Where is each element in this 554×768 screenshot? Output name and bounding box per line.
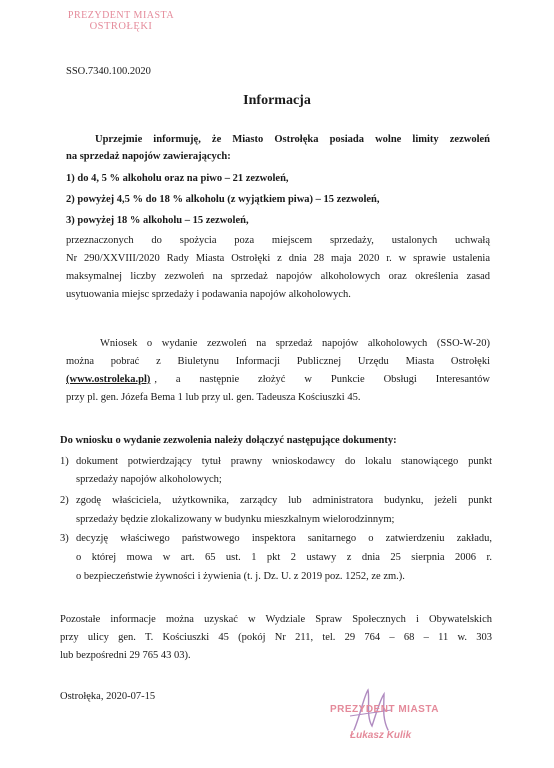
intro-rest-4: usytuowania miejsc sprzedaży i podawania napojów alkoholowych. <box>66 289 351 300</box>
intro-rest-2: Nr 290/XXVIII/2020 Rady Miasta Ostrołęki z dnia 28 maja 2020 r. w sprawie ustalenia <box>66 253 490 264</box>
wniosek-line3 <box>66 371 490 388</box>
document-item-3 <box>60 530 492 586</box>
documents-heading: Do wniosku o wydanie zezwolenia należy dołączyć następujące dokumenty: <box>60 435 397 446</box>
signature-name: Łukasz Kulik <box>350 730 412 741</box>
header-stamp-line1: PREZYDENT MIASTA <box>67 10 175 21</box>
wniosek-line4: przy pl. gen. Józefa Bema 1 lub przy ul. gen. Tadeusza Kościuszki 45. <box>66 392 361 403</box>
intro-line1: Uprzejmie informuję, że Miasto Ostrołęka posiada wolne limity zezwoleń <box>95 134 490 145</box>
contact-line2: przy ulicy gen. T. Kościuszki 45 (pokój Nr 211, tel. 29 764 – 68 – 11 w. 303 <box>60 632 492 643</box>
document-item-line: dokument potwierdzający tytuł prawny wnioskodawcy do lokalu stanowiącego punkt <box>76 456 492 467</box>
signature-stamp: PREZYDENT MIASTA <box>330 704 439 715</box>
document-item-1 <box>60 453 492 488</box>
document-item-number: 2) <box>60 495 69 506</box>
signature-block <box>330 692 470 748</box>
document-item-number: 3) <box>60 533 69 544</box>
intro-item-3: 3) powyżej 18 % alkoholu – 15 zezwoleń, <box>66 215 249 226</box>
document-date: Ostrołęka, 2020-07-15 <box>60 691 156 702</box>
document-item-line: sprzedaży będzie zlokalizowany w budynku mieszkalnym wielorodzinnym; <box>76 514 395 526</box>
header-stamp <box>66 10 176 32</box>
website-link[interactable]: (www.ostroleka.pl) <box>66 374 151 385</box>
document-title: Informacja <box>243 93 311 108</box>
intro-item-2: 2) powyżej 4,5 % do 18 % alkoholu (z wyjątkiem piwa) – 15 zezwoleń, <box>66 194 380 205</box>
header-stamp-line2: OSTROŁĘKI <box>89 21 153 32</box>
contact-line1: Pozostałe informacje można uzyskać w Wydziale Spraw Społecznych i Obywatelskich <box>60 614 492 625</box>
intro-item-1: 1) do 4, 5 % alkoholu oraz na piwo – 21 zezwoleń, <box>66 173 289 184</box>
wniosek-line2: można pobrać z Biuletynu Informacji Publicznej Urzędu Miasta Ostrołęki <box>66 356 490 367</box>
wniosek-line3-rest: , a następnie złożyć w Punkcie Obsługi Interesantów <box>154 374 490 385</box>
document-item-line: zgodę właściciela, użytkownika, zarządcy lub administratora budynku, jeżeli punkt <box>76 495 492 506</box>
intro-line2: na sprzedaż napojów zawierających: <box>66 151 231 162</box>
reference-number: SSO.7340.100.2020 <box>66 66 151 77</box>
document-item-line: o bezpieczeństwie żywności i żywienia (t. j. Dz. U. z 2019 poz. 1252, ze zm.). <box>76 571 405 583</box>
intro-rest-3: maksymalnej liczby zezwoleń na sprzedaż napojów alkoholowych oraz określenia zasad <box>66 271 490 282</box>
intro-rest-1: przeznaczonych do spożycia poza miejscem sprzedaży, ustalonych uchwałą <box>66 235 490 246</box>
document-item-line: sprzedaży napojów alkoholowych; <box>76 474 222 486</box>
document-item-line: decyzję właściwego państwowego inspektora sanitarnego o zatwierdzeniu zakładu, <box>76 533 492 544</box>
document-item-number: 1) <box>60 456 69 467</box>
document-item-line: o której mowa w art. 65 ust. 1 pkt 2 ustawy z dnia 25 sierpnia 2006 r. <box>76 552 492 564</box>
wniosek-line1: Wniosek o wydanie zezwoleń na sprzedaż napojów alkoholowych (SSO-W-20) <box>100 338 490 349</box>
contact-line3: lub bezpośredni 29 765 43 03). <box>60 650 191 661</box>
document-item-2 <box>60 492 492 528</box>
